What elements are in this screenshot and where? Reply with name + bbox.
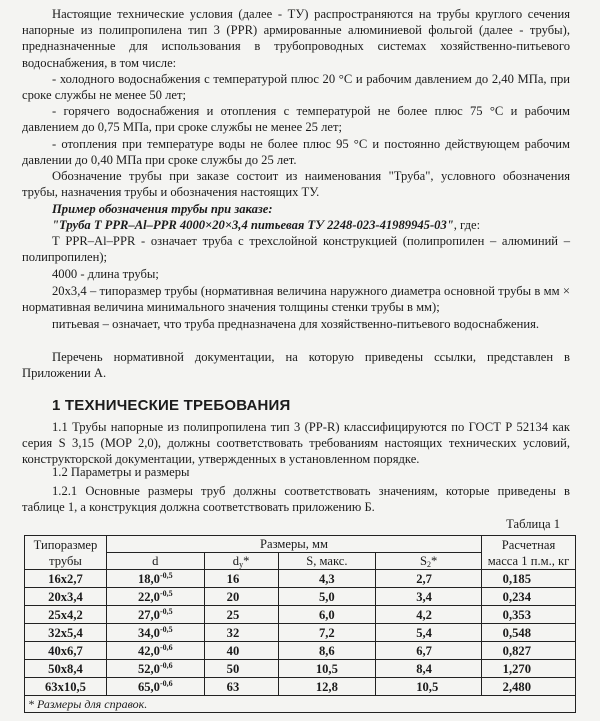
intro-paragraph: Настоящие технические условия (далее - ТУ) распространяются на трубы круглого сечения напорные из полипропилена тип 3 (PPR) армированные алюминиевой фольгой (далее - трубы), предназначенные для использования в трубопроводных системах хозяйственно-питьевого водоснабжения, в том числе:: [22, 7, 570, 70]
table-footnote-row: [25, 696, 576, 713]
subheader-d: d: [106, 553, 204, 570]
clause-1-2-1: 1.2.1 Основные размеры труб должны соответствовать значениям, которые приведены в таблице 1, а конструкция должна соответствовать приложению Б.: [22, 484, 570, 515]
example-title: Пример обозначения трубы при заказе:: [52, 202, 273, 216]
clause-1-2: 1.2 Параметры и размеры: [52, 465, 190, 479]
header-mass: Расчетная масса 1 п.м., кг: [482, 536, 576, 570]
clause-1-1: 1.1 Трубы напорные из полипропилена тип 3 (PP-R) классифицируются по ГОСТ Р 52134 как серия S 3,15 (MOP 2,0), должны соответствовать требованиям настоящих технических условий, конструкторской документации, утвержденных в установленном порядке.: [22, 420, 570, 467]
table-row: 25х4,2 $27,0^{-0,5}$ 25 6,0 4,2 0,353: [25, 606, 576, 624]
header-typesize: Типоразмер трубы: [25, 536, 107, 570]
header-sizes: Размеры, мм: [106, 536, 481, 553]
subheader-smax: S, макс.: [278, 553, 376, 570]
definition-typesize: 20х3,4 – типоразмер трубы (нормативная величина наружного диаметра основной трубы в мм × нормативная величина минимального значения толщины стенки трубы в мм);: [22, 284, 570, 315]
example-suffix: , где:: [453, 218, 481, 232]
subheader-s2: $S_2*$: [376, 553, 482, 570]
bullet-cold-water: - холодного водоснабжения с температурой плюс 20 °С и рабочим давлением до 2,40 МПа, при сроке службы не менее 50 лет;: [22, 72, 570, 103]
example-line: [22, 217, 570, 233]
definition-length: 4000 - длина трубы;: [52, 267, 159, 281]
references-paragraph: Перечень нормативной документации, на которую приведены ссылки, представлен в Приложении А.: [22, 350, 570, 381]
example-value: "Труба Т PPR–Al–PPR 4000×20×3,4 питьевая ТУ 2248-023-41989945-03": [52, 218, 454, 232]
table-row: 63х10,5 $65,0^{-0,6}$ 63 12,8 10,5 2,480: [25, 678, 576, 696]
definition-structure: Т PPR–Al–PPR - означает труба с трехслойной конструкцией (полипропилен – алюминий – полипропилен);: [22, 234, 570, 265]
designation-paragraph: Обозначение трубы при заказе состоит из наименования "Труба", условного обозначения трубы, назначения трубы и обозначения настоящих ТУ.: [22, 169, 570, 200]
definition-potable: питьевая – означает, что труба предназначена для хозяйственно-питьевого водоснабжения.: [52, 317, 540, 331]
bullet-hot-water: - горячего водоснабжения и отопления с температурой не более плюс 75 °С и рабочим давлением до 0,75 МПа, при сроке службы не менее 25 лет;: [22, 104, 570, 135]
subheader-dy: $d_у*$: [204, 553, 278, 570]
table-row: 32х5,4 $34,0^{-0,5}$ 32 7,2 5,4 0,548: [25, 624, 576, 642]
table-row: 16х2,7 $18,0^{-0,5}$ 16 4,3 2,7 0,185: [25, 570, 576, 588]
section-heading: 1 ТЕХНИЧЕСКИЕ ТРЕБОВАНИЯ: [52, 397, 291, 414]
bullet-heating: - отопления при температуре воды не более плюс 95 °С и постоянно действующем рабочим давлении до 0,40 МПа при сроке службы до 25 лет.: [22, 137, 570, 168]
table-footnote: * Размеры для справок.: [25, 696, 576, 713]
table-row: 40х6,7 $42,0^{-0,6}$ 40 8,6 6,7 0,827: [25, 642, 576, 660]
table-caption: Таблица 1: [506, 517, 560, 531]
table-row: 50х8,4 $52,0^{-0,6}$ 50 10,5 8,4 1,270: [25, 660, 576, 678]
table-row: 20х3,4 $22,0^{-0,5}$ 20 5,0 3,4 0,234: [25, 588, 576, 606]
dimensions-table: [24, 535, 576, 713]
